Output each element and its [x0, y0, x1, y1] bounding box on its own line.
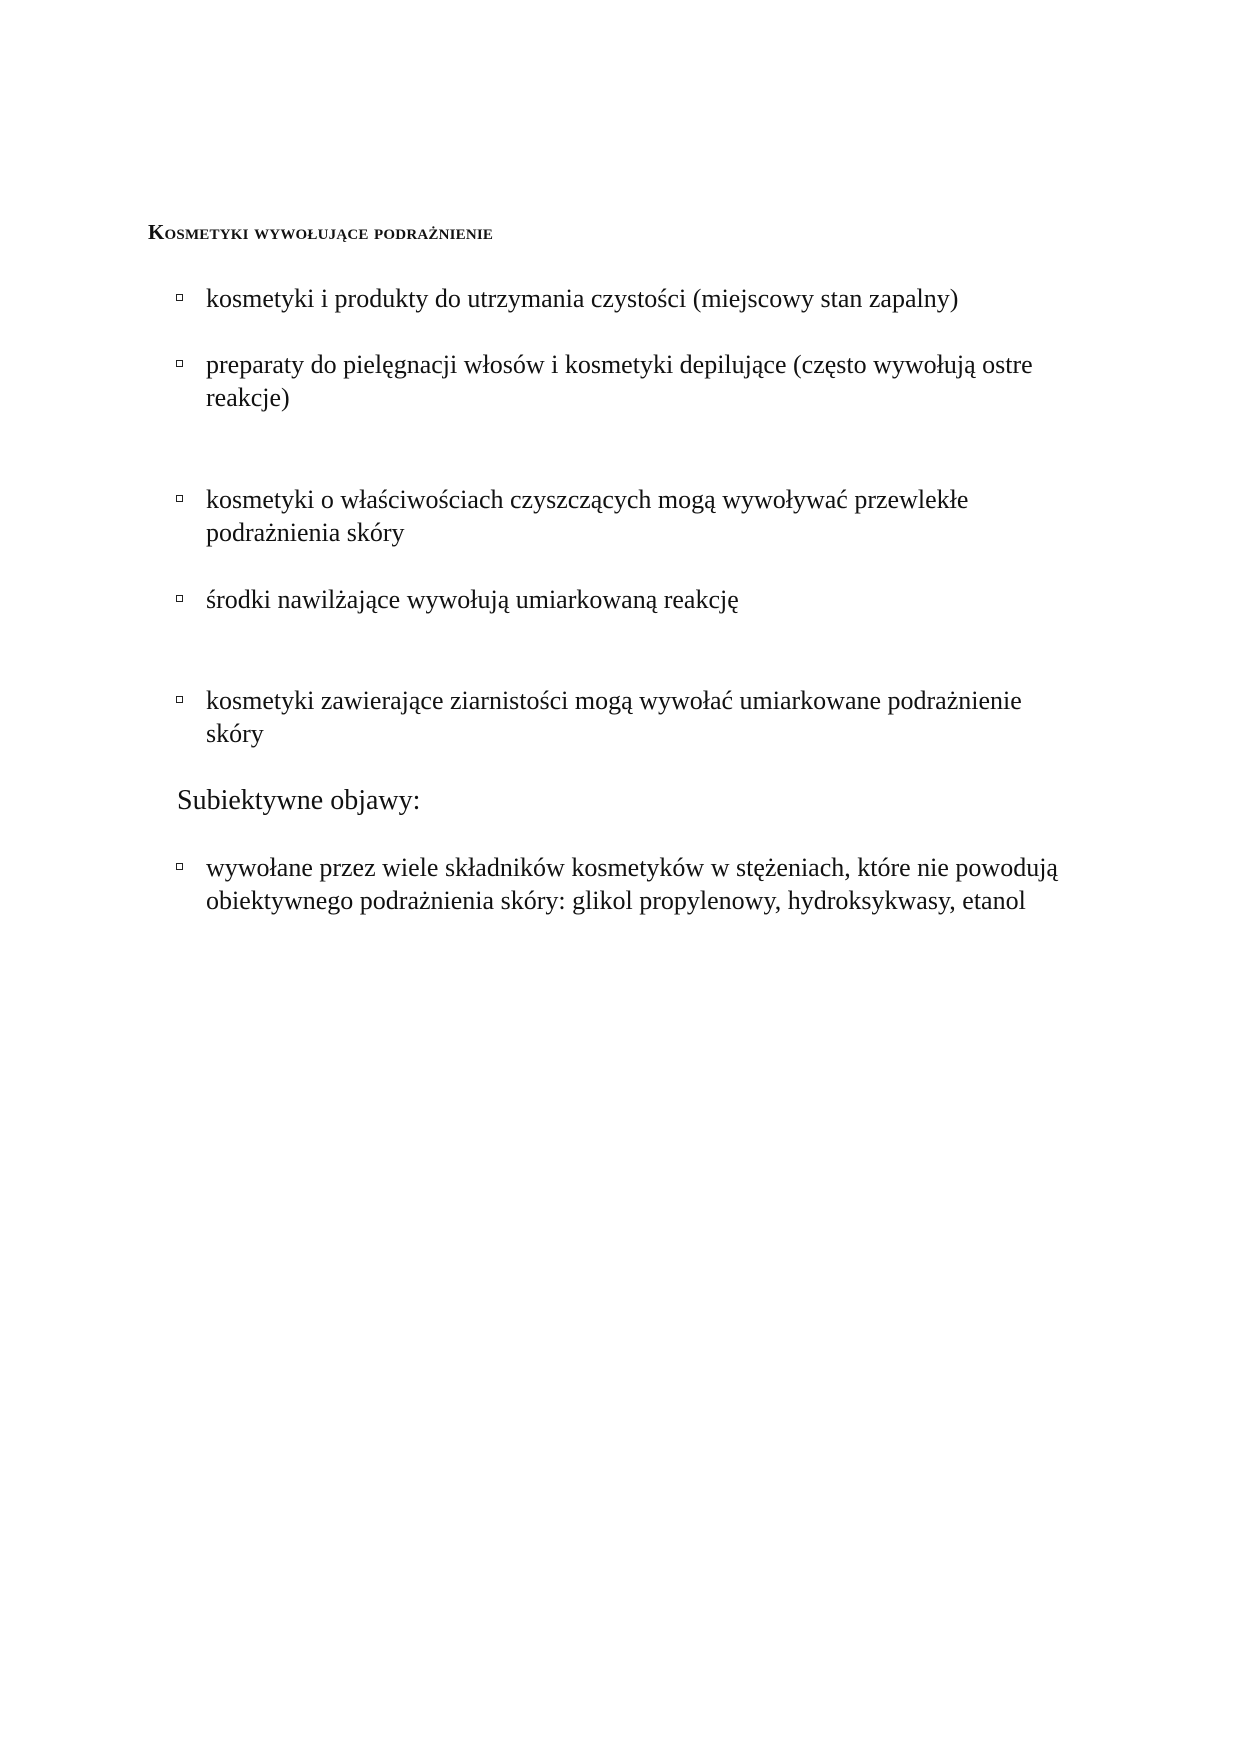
list-item — [176, 583, 1076, 616]
list-item — [176, 348, 1076, 414]
list-item-text: kosmetyki o właściwościach czyszczących mogą wywoływać przewlekłe podrażnienia skóry — [206, 485, 969, 547]
list-item-text: środki nawilżające wywołują umiarkowaną reakcję — [206, 585, 739, 614]
square-bullet-icon — [176, 863, 183, 870]
square-bullet-icon — [176, 495, 183, 502]
list-item — [176, 684, 1076, 750]
square-bullet-icon — [176, 595, 183, 602]
list-item-text: kosmetyki zawierające ziarnistości mogą wywołać umiarkowane podrażnienie skóry — [206, 686, 1022, 748]
section-heading: Kosmetyki wywołujące podrażnienie — [148, 220, 494, 244]
subheading: Subiektywne objawy: — [177, 785, 421, 816]
list-item — [176, 282, 1076, 315]
list-item — [176, 483, 1076, 549]
list-item-text: wywołane przez wiele składników kosmetyków w stężeniach, które nie powodują obiektywnego podrażnienia skóry: glikol propylenowy, hydroksykwasy, etanol — [206, 853, 1058, 915]
list-item — [176, 851, 1076, 917]
square-bullet-icon — [176, 696, 183, 703]
square-bullet-icon — [176, 360, 183, 367]
square-bullet-icon — [176, 294, 183, 301]
list-item-text: preparaty do pielęgnacji włosów i kosmetyki depilujące (często wywołują ostre reakcje) — [206, 350, 1033, 412]
list-item-text: kosmetyki i produkty do utrzymania czystości (miejscowy stan zapalny) — [206, 284, 959, 313]
